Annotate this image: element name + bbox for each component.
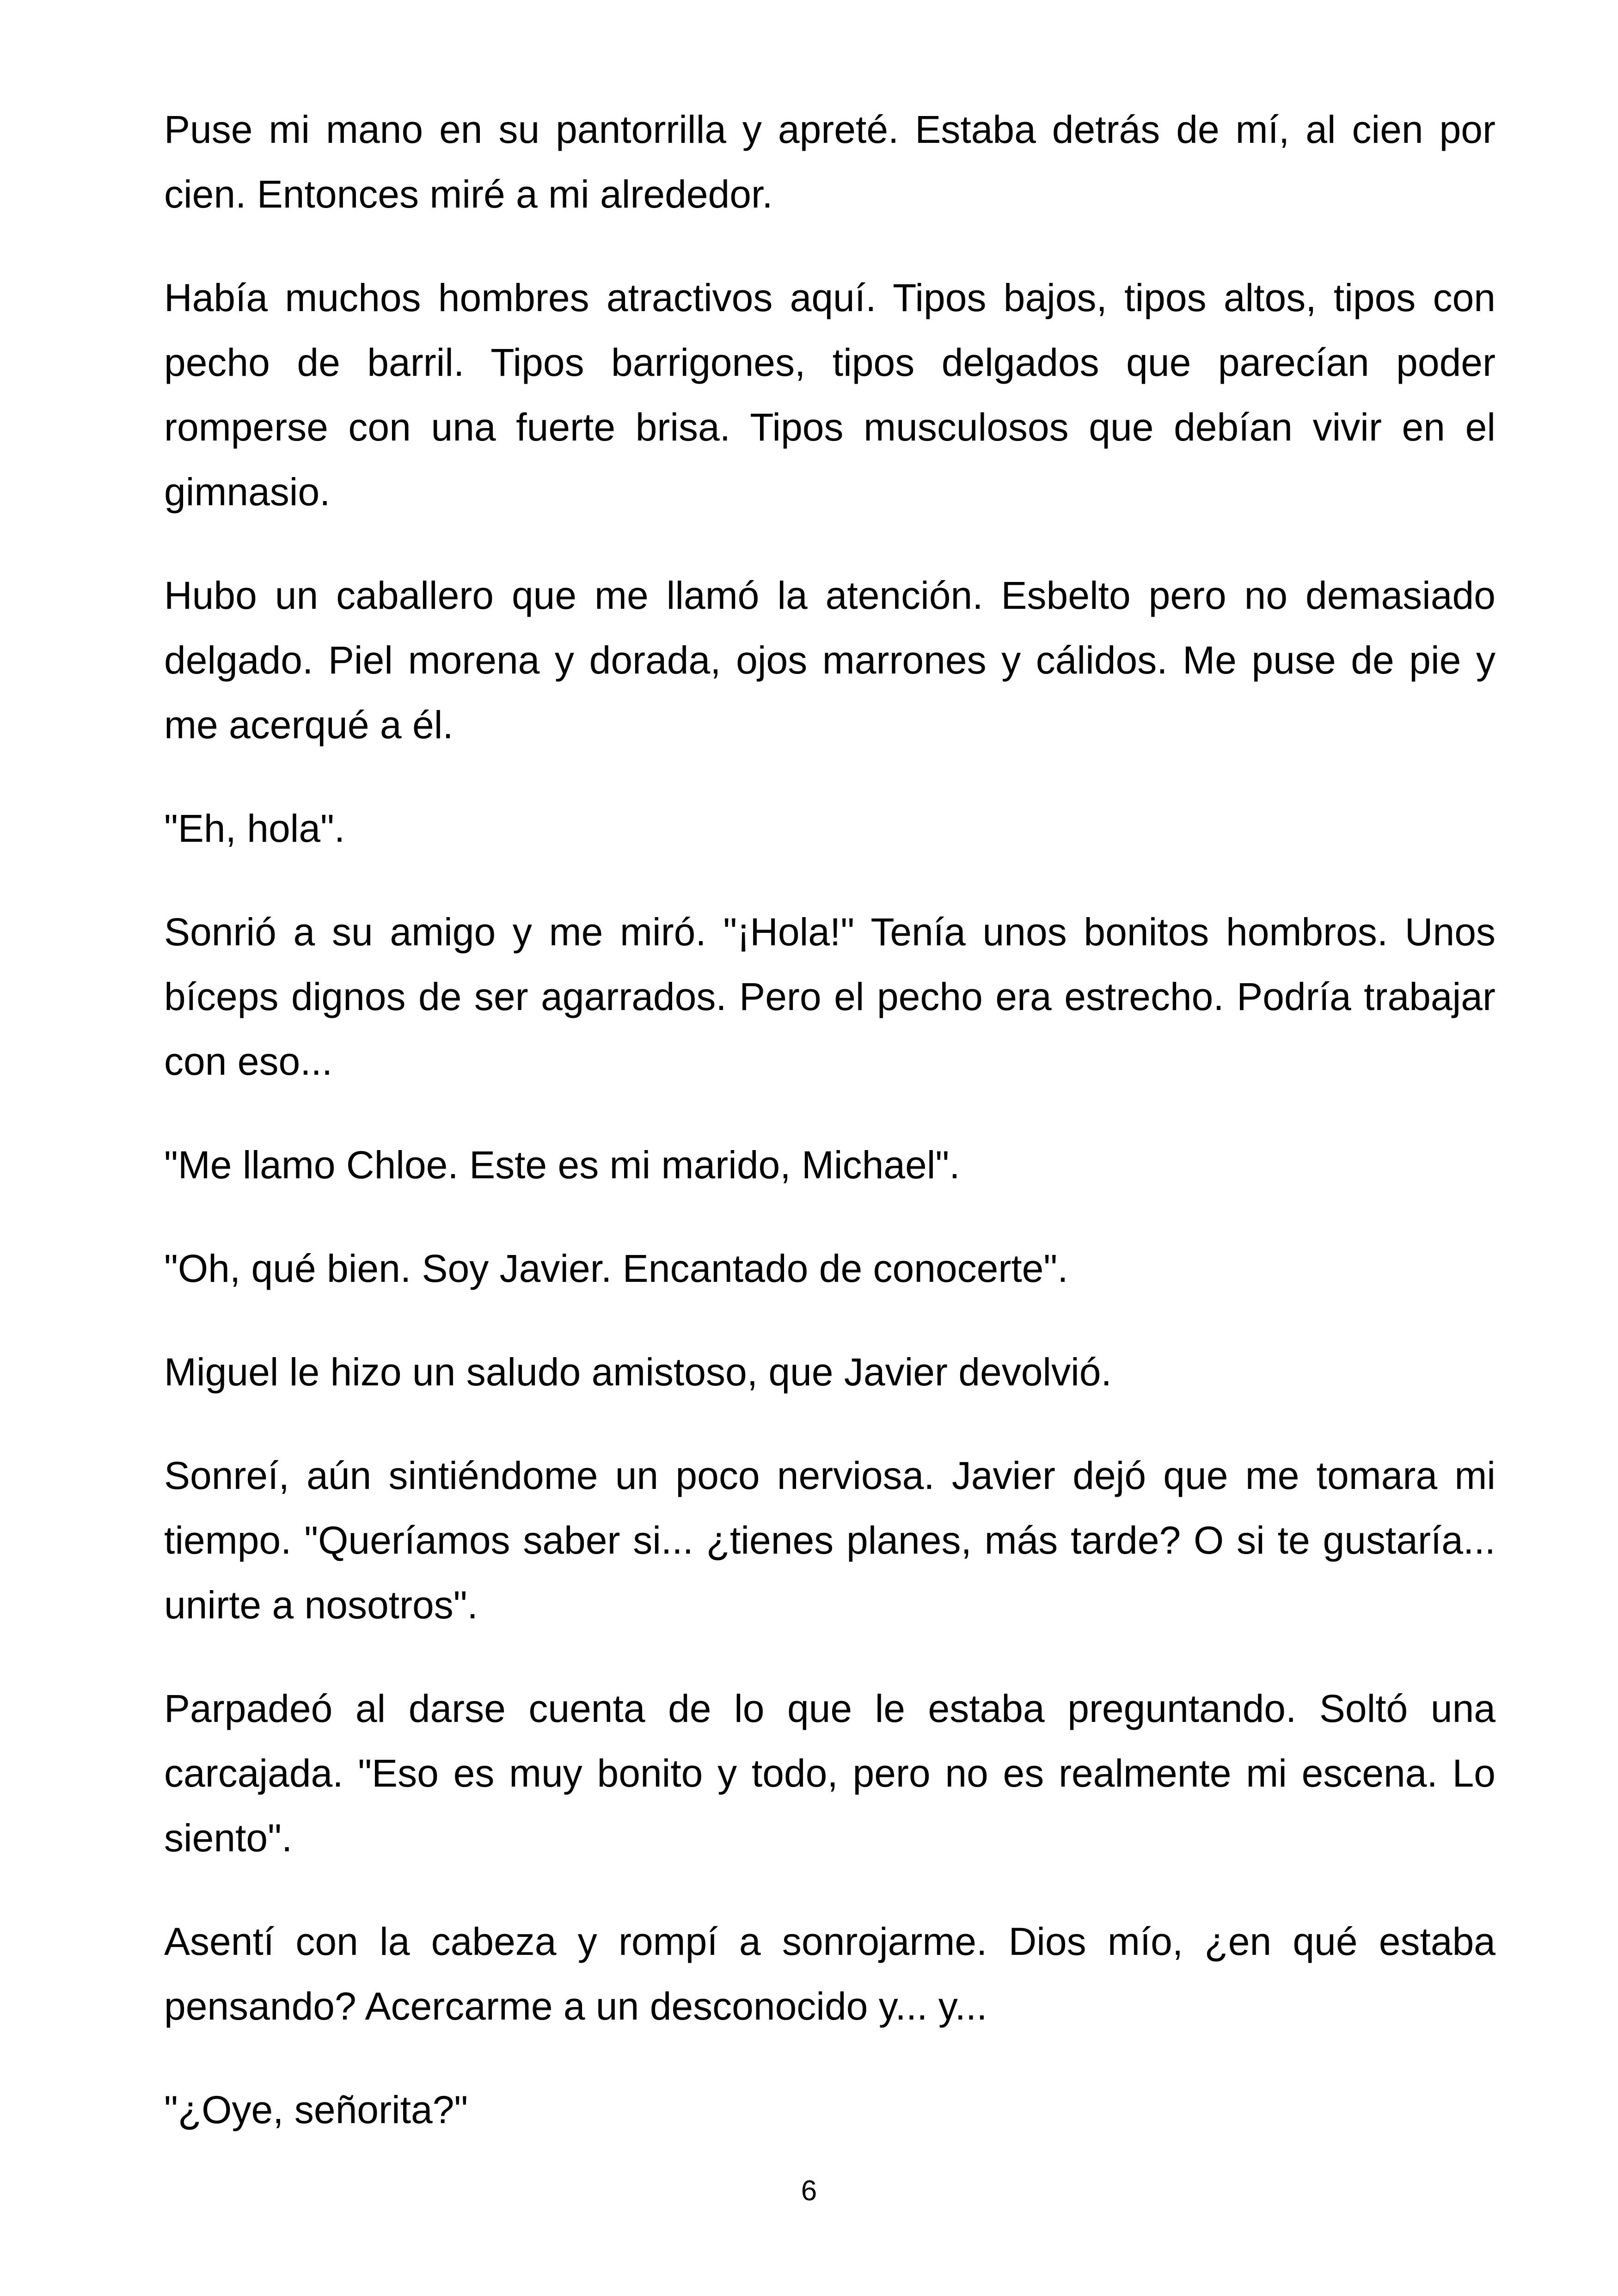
paragraph: "Oh, qué bien. Soy Javier. Encantado de conocerte". xyxy=(164,1247,1068,1290)
paragraph: "¿Oye, señorita?" xyxy=(164,2088,468,2131)
paragraph: Hubo un caballero que me llamó la atención. Esbelto pero no demasiado delgado. Piel morena y dorada, ojos marrones y cálidos. Me puse de pie y me acerqué a él. xyxy=(164,574,1495,747)
paragraph: Había muchos hombres atractivos aquí. Tipos bajos, tipos altos, tipos con pecho de barril. Tipos barrigones, tipos delgados que parecían poder romperse con una fuerte brisa. Tipos musculosos que debían vivir en el gimnasio. xyxy=(164,276,1495,514)
paragraph: Asentí con la cabeza y rompí a sonrojarme. Dios mío, ¿en qué estaba pensando? Acercarme a un desconocido y... y... xyxy=(164,1920,1495,2028)
page-number: 6 xyxy=(801,2175,817,2207)
paragraph: "Me llamo Chloe. Este es mi marido, Michael". xyxy=(164,1143,960,1187)
paragraph: Sonrió a su amigo y me miró. "¡Hola!" Tenía unos bonitos hombros. Unos bíceps dignos de ser agarrados. Pero el pecho era estrecho. Podría trabajar con eso... xyxy=(164,910,1495,1083)
paragraph: Puse mi mano en su pantorrilla y apreté. Estaba detrás de mí, al cien por cien. Entonces miré a mi alrededor. xyxy=(164,108,1495,216)
body-text xyxy=(164,97,1495,2181)
paragraph: Miguel le hizo un saludo amistoso, que Javier devolvió. xyxy=(164,1350,1112,1394)
paragraph: "Eh, hola". xyxy=(164,807,345,850)
paragraph: Parpadeó al darse cuenta de lo que le estaba preguntando. Soltó una carcajada. "Eso es muy bonito y todo, pero no es realmente mi escena. Lo siento". xyxy=(164,1687,1495,1860)
paragraph: Sonreí, aún sintiéndome un poco nerviosa. Javier dejó que me tomara mi tiempo. "Queríamos saber si... ¿tienes planes, más tarde? O si te gustaría... unirte a nosotros". xyxy=(164,1454,1495,1627)
